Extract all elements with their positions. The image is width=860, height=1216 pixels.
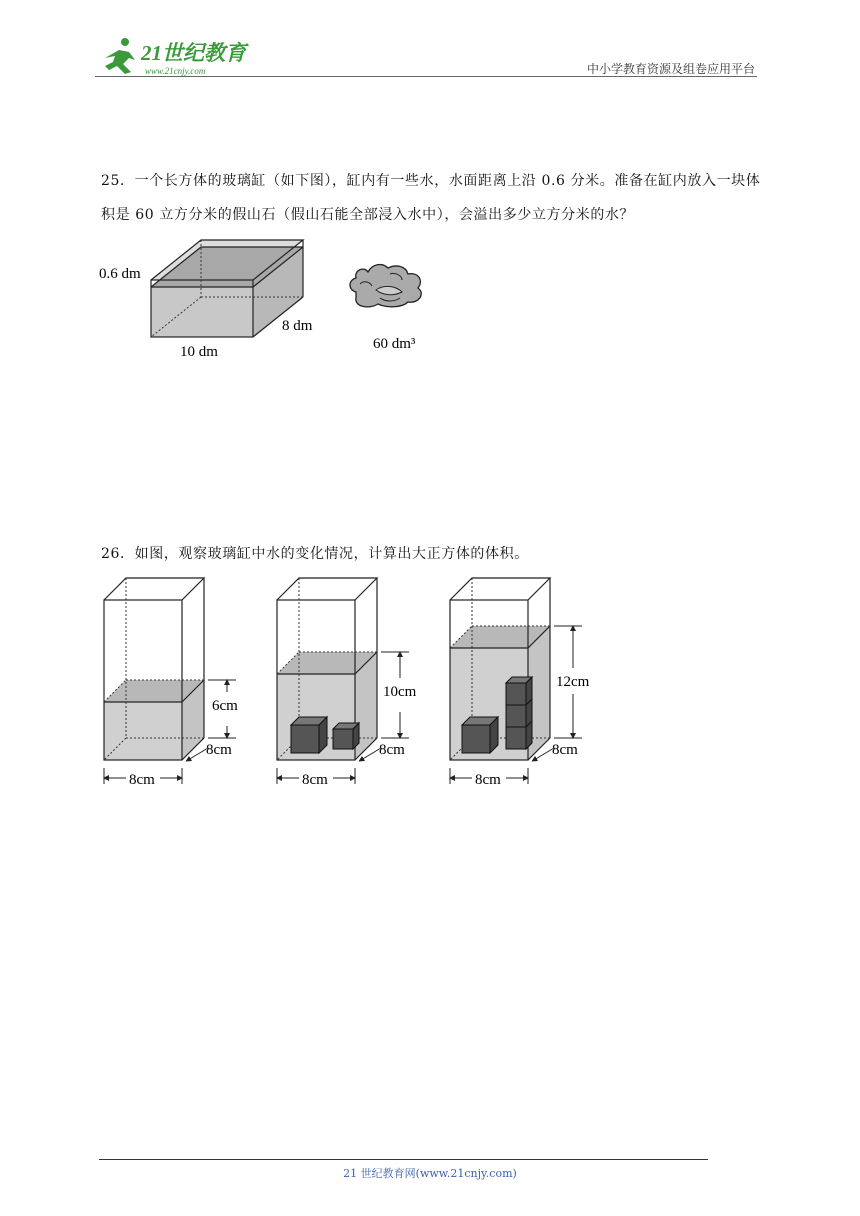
tank-2-depth-label: 8cm [379, 742, 405, 758]
runner-icon [105, 38, 135, 74]
big-cube [462, 717, 498, 753]
footer-text: 21 世纪教育网(www.21cnjy.com) [343, 1167, 517, 1180]
tank-1 [104, 578, 238, 788]
logo-url: www.21cnjy.com [145, 66, 206, 76]
site-slogan: 中小学教育资源及组卷应用平台 [586, 62, 755, 76]
tank-1-width-label: 8cm [129, 772, 155, 788]
small-cube [333, 723, 359, 749]
rock-icon [350, 265, 421, 307]
tank-3-width-label: 8cm [475, 772, 501, 788]
question-26-text: 26．如图，观察玻璃缸中水的变化情况，计算出大正方体的体积。 [101, 546, 529, 562]
footer-divider [99, 1159, 708, 1160]
big-cube [291, 717, 327, 753]
small-cube-stack [506, 677, 532, 749]
tank-3-depth-label: 8cm [552, 742, 578, 758]
rock-volume-label: 60 dm³ [373, 336, 416, 352]
header-divider [95, 76, 757, 77]
tank-3-height-label: 12cm [556, 674, 590, 690]
tank-length-label: 10 dm [180, 344, 218, 360]
logo-text: 21世纪教育 [141, 41, 246, 65]
tank-1-height-label: 6cm [212, 698, 238, 714]
tank-2 [277, 578, 417, 788]
question-25-figure [96, 232, 456, 364]
question-25-text: 25．一个长方体的玻璃缸（如下图），缸内有一些水，水面距离上沿 0.6 分米。准备在缸内放入一块体积是 60 立方分米的假山石（假山石能全部浸入水中），会溢出多少立方分米的水？ [101, 173, 761, 223]
question-26-figure [96, 570, 616, 792]
gap-label: 0.6 dm [99, 266, 141, 282]
tank-3 [450, 578, 590, 788]
tank-2-width-label: 8cm [302, 772, 328, 788]
tank-1-depth-label: 8cm [206, 742, 232, 758]
tank-width-label: 8 dm [282, 318, 313, 334]
site-logo [95, 36, 265, 78]
tank-2-height-label: 10cm [383, 684, 417, 700]
